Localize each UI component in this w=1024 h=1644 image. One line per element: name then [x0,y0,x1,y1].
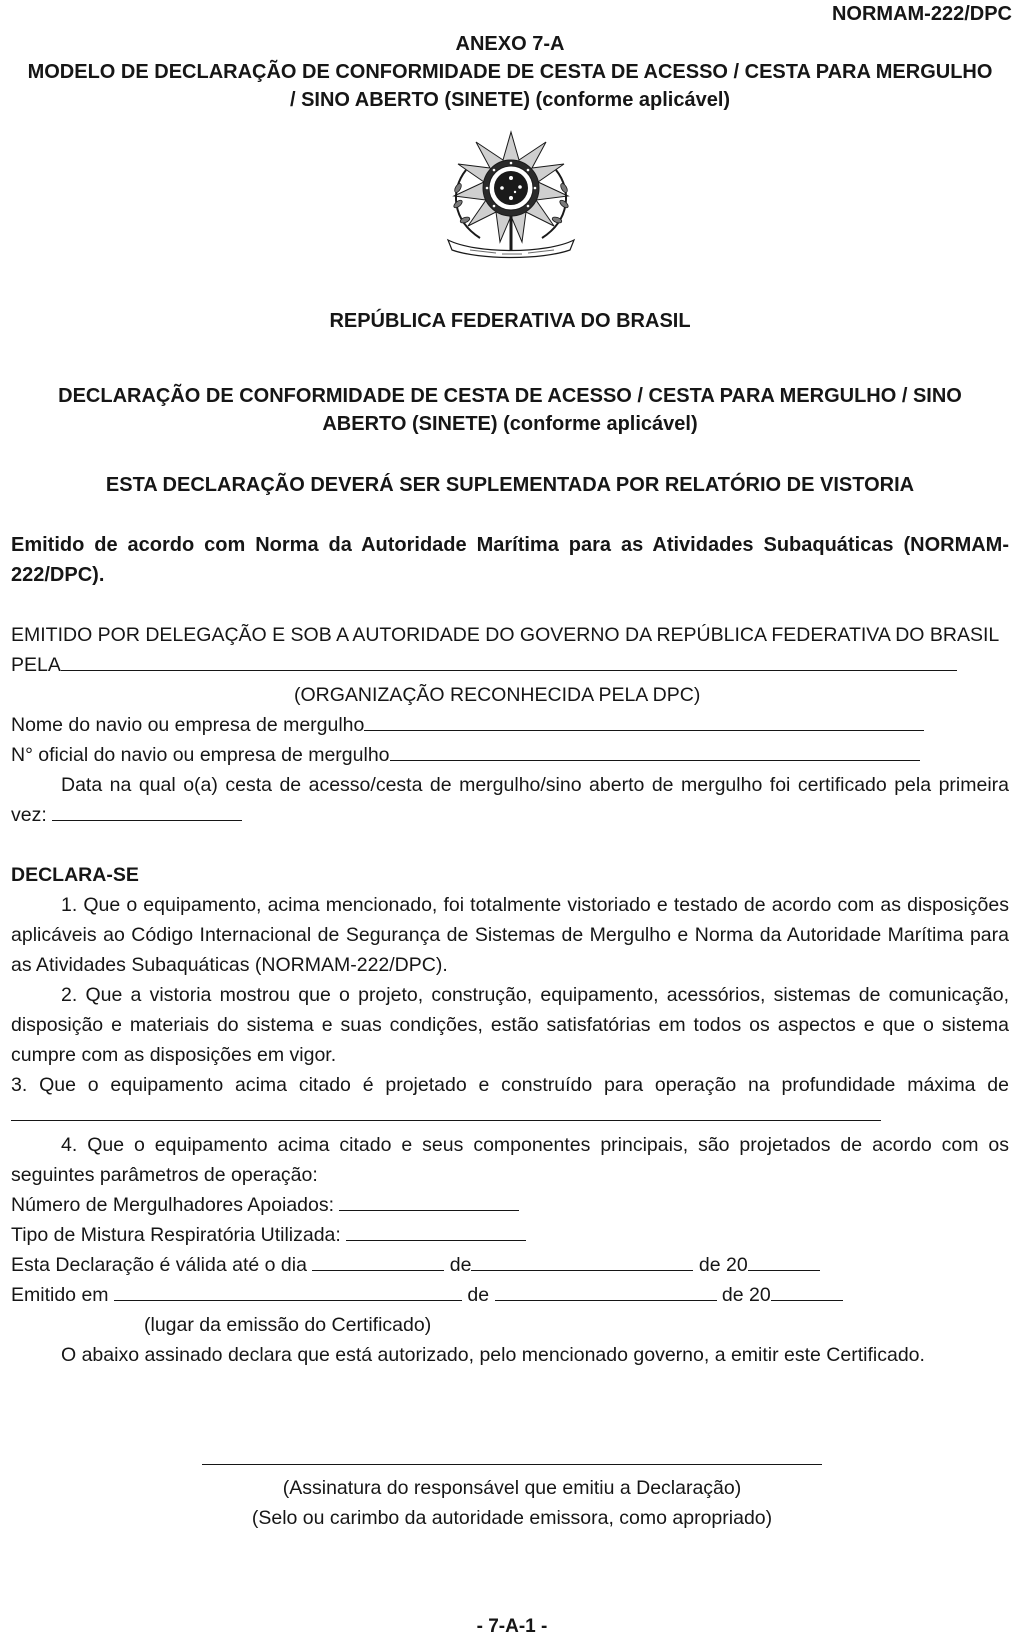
organization-caption: (ORGANIZAÇÃO RECONHECIDA PELA DPC) [294,684,701,706]
validity-row [11,1250,1009,1280]
ship-name-label: Nome do navio ou empresa de mergulho [11,714,365,736]
pela-label: PELA [11,654,61,676]
valid-day-field[interactable] [312,1250,444,1271]
divers-row [11,1190,1009,1220]
signature-caption-1: (Assinatura do responsável que emitiu a Declaração) [282,1477,742,1499]
ship-number-label: N° oficial do navio ou empresa de mergulho [11,744,390,766]
signature-block [0,1444,1024,1533]
declares-item-3-text: 3. Que o equipamento acima citado é projetado e construído para operação na profundidade máxima de [11,1074,1009,1096]
mixture-field[interactable] [346,1220,526,1241]
supplement-notice: ESTA DECLARAÇÃO DEVERÁ SER SUPLEMENTADA POR RELATÓRIO DE VISTORIA [105,474,915,496]
model-title-line-2: / SINO ABERTO (SINETE) (conforme aplicável) [289,89,731,111]
issued-in-label: Emitido em [11,1284,109,1306]
valid-month-field[interactable] [471,1250,693,1271]
republic-title: REPÚBLICA FEDERATIVA DO BRASIL [329,310,691,332]
max-depth-field[interactable] [11,1100,881,1121]
valid-year-field[interactable] [748,1250,820,1271]
page-number: - 7-A-1 - [476,1616,548,1637]
divers-label: Número de Mergulhadores Apoiados: [11,1194,335,1216]
mixture-row [11,1220,1009,1250]
declaration-title [30,382,990,438]
place-caption: (lugar da emissão do Certificado) [144,1314,432,1336]
declaration-title-line-2: ABERTO (SINETE) (conforme aplicável) [322,413,698,435]
divers-field[interactable] [339,1190,519,1211]
issued-place-field[interactable] [114,1280,462,1301]
issued-month-field[interactable] [495,1280,717,1301]
authorized-text: O abaixo assinado declara que está autorizado, pelo mencionado governo, a emitir este Certificado. [61,1344,925,1366]
declares-item-3 [11,1070,1009,1130]
first-cert-row [11,770,1009,830]
ship-name-row [11,710,1009,740]
valid-label: Esta Declaração é válida até o dia [11,1254,307,1276]
declares-item-4: 4. Que o equipamento acima citado e seus componentes principais, são projetados de acordo com os seguintes parâmetros de operação: [11,1134,1009,1186]
declares-heading: DECLARA-SE [11,864,139,886]
mixture-label: Tipo de Mistura Respiratória Utilizada: [11,1224,341,1246]
model-title-line-1: MODELO DE DECLARAÇÃO DE CONFORMIDADE DE CESTA DE ACESSO / CESTA PARA MERGULHO [27,61,993,83]
delegation-text: EMITIDO POR DELEGAÇÃO E SOB A AUTORIDADE DO GOVERNO DA REPÚBLICA FEDERATIVA DO BRASIL [11,624,1000,646]
declaration-title-line-1: DECLARAÇÃO DE CONFORMIDADE DE CESTA DE ACESSO / CESTA PARA MERGULHO / SINO [58,385,962,407]
issued-de-label: de [467,1284,490,1306]
valid-year-label: de 20 [698,1254,748,1276]
first-cert-date-field[interactable] [52,800,242,821]
declares-item-2: 2. Que a vistoria mostrou que o projeto, construção, equipamento, acessórios, sistemas de comunicação, disposição e materiais do sistema e suas condições, estão satisfatórias em todos os aspectos e que o sistema cumpre com as disposições em vigor. [11,984,1009,1066]
signature-caption-2: (Selo ou carimbo da autoridade emissora, como apropriado) [251,1507,773,1529]
organization-field[interactable] [61,650,957,671]
pela-row [11,650,1009,680]
valid-de-label: de [449,1254,472,1276]
declares-item-1: 1. Que o equipamento, acima mencionado, foi totalmente vistoriado e testado de acordo com as disposições aplicáveis ao Código Internacional de Segurança de Sistemas de Mergulho e Norma da Autoridade Marítima para as Atividades Subaquáticas (NORMAM-222/DPC). [11,894,1009,976]
ship-number-field[interactable] [390,740,920,761]
first-cert-label: Data na qual o(a) cesta de acesso/cesta de mergulho/sino aberto de mergulho foi certificado pela primeira vez: [11,774,1009,826]
issued-year-label: de 20 [721,1284,771,1306]
document-id: NORMAM-222/DPC [831,3,1012,25]
issued-by-norm: Emitido de acordo com Norma da Autoridade Marítima para as Atividades Subaquáticas (NORMAM-222/DPC). [11,534,1009,586]
issued-in-row [11,1280,1009,1310]
ship-number-row [11,740,1009,770]
ship-name-field[interactable] [364,710,924,731]
signature-line[interactable] [202,1444,822,1465]
issued-year-field[interactable] [771,1280,843,1301]
model-title [11,58,1009,114]
form-body [11,620,1009,1370]
brazil-coat-of-arms-icon [436,130,586,260]
annex-title: ANEXO 7-A [455,33,565,55]
spacer [11,830,1009,860]
